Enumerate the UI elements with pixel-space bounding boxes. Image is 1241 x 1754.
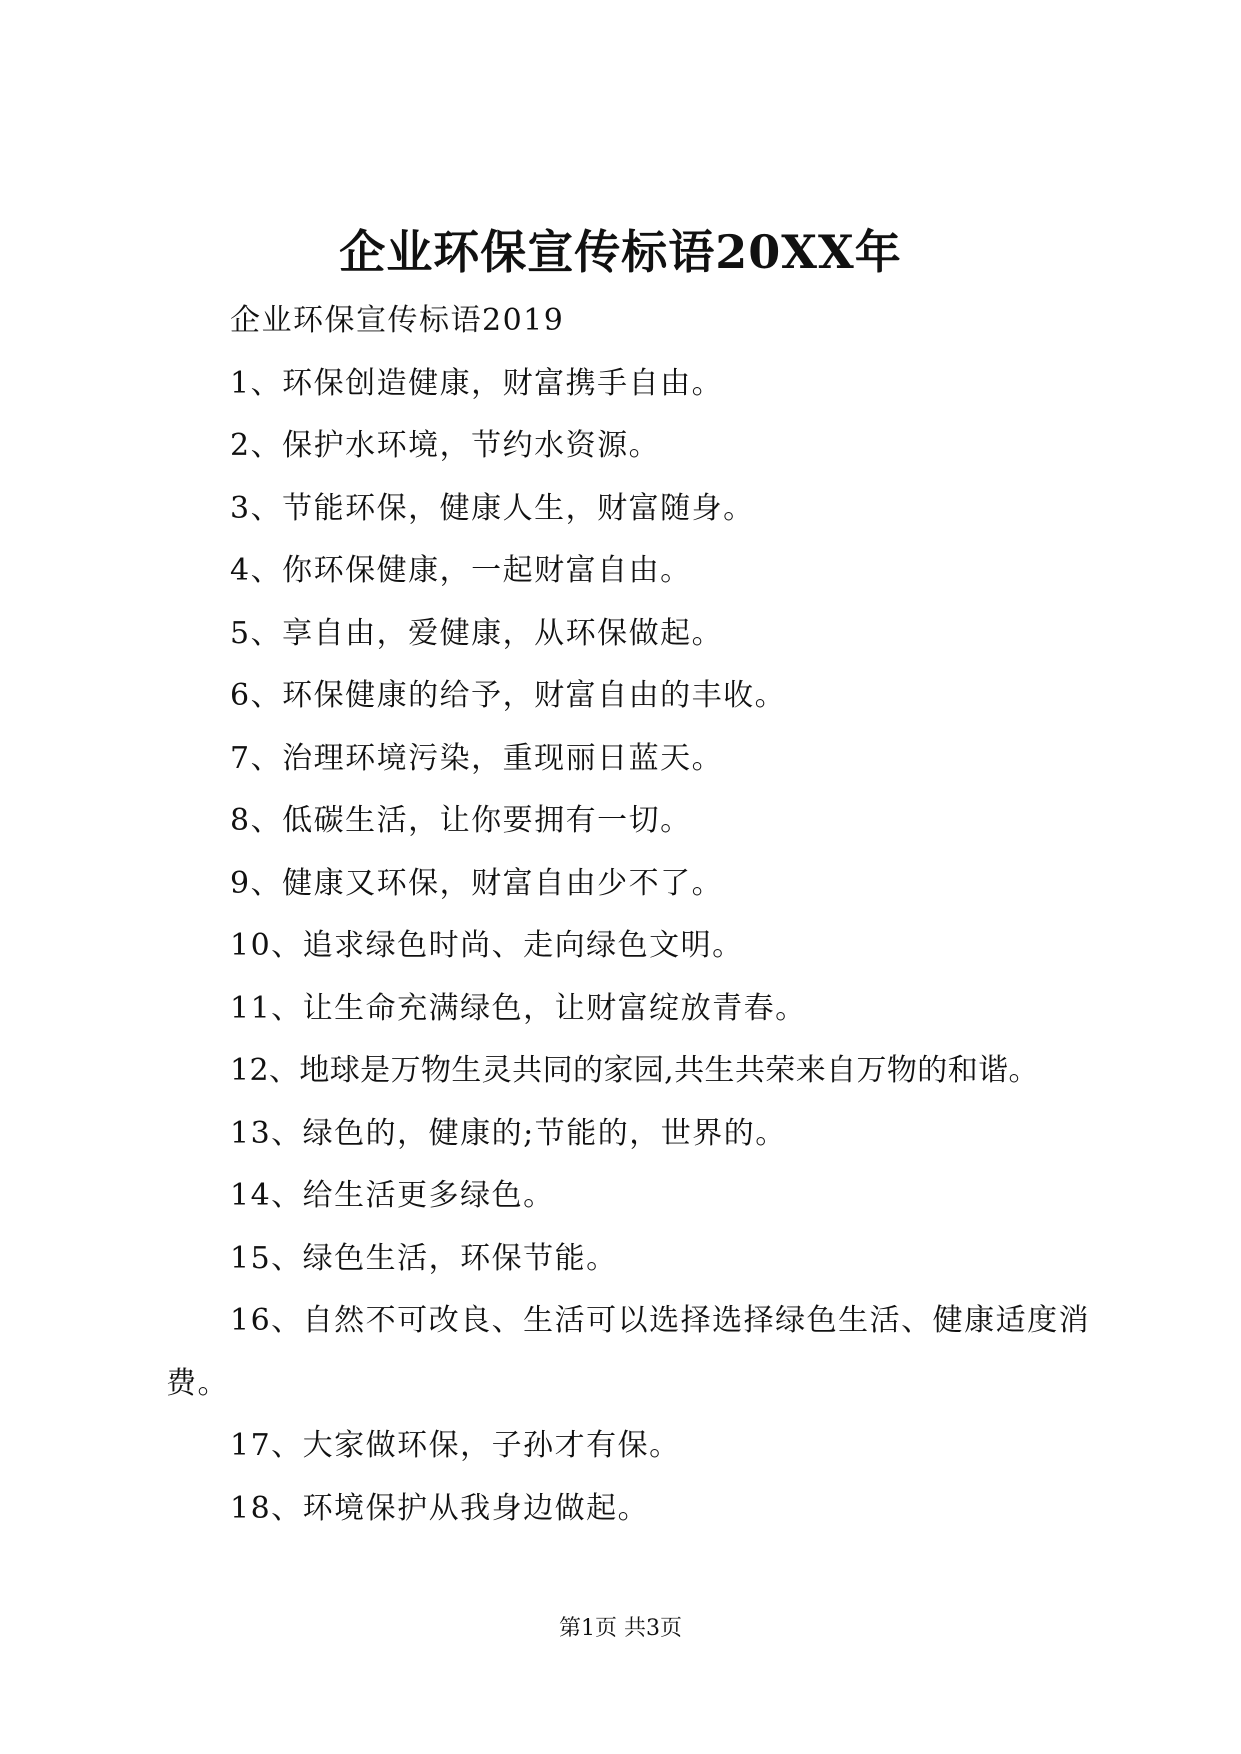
slogan-item-3: 3、节能环保，健康人生，财富随身。 bbox=[230, 490, 755, 526]
slogan-item-17: 17、大家做环保，子孙才有保。 bbox=[230, 1428, 681, 1463]
slogan-item-18: 18、环境保护从我身边做起。 bbox=[230, 1490, 650, 1526]
document-subtitle: 企业环保宣传标语2019 bbox=[230, 303, 565, 338]
slogan-item-15: 15、绿色生活，环保节能。 bbox=[230, 1240, 618, 1276]
document-body bbox=[166, 290, 1096, 1540]
slogan-item-6: 6、环保健康的给予，财富自由的丰收。 bbox=[230, 678, 787, 713]
slogan-item-16: 16、自然不可改良、生活可以选择选择绿色生活、健康适度消费。 bbox=[166, 1303, 1091, 1401]
document-title: 企业环保宣传标语20XX年 bbox=[339, 225, 902, 279]
slogan-item-13: 13、绿色的，健康的;节能的，世界的。 bbox=[230, 1115, 787, 1151]
slogan-item-9: 9、健康又环保，财富自由少不了。 bbox=[230, 865, 724, 901]
slogan-item-12: 12、地球是万物生灵共同的家园,共生共荣来自万物的和谐。 bbox=[230, 1053, 1039, 1088]
slogan-item-10: 10、追求绿色时尚、走向绿色文明。 bbox=[230, 928, 744, 963]
slogan-item-2: 2、保护水环境，节约水资源。 bbox=[230, 428, 661, 463]
slogan-item-4: 4、你环保健康，一起财富自由。 bbox=[230, 553, 692, 588]
slogan-item-7: 7、治理环境污染，重现丽日蓝天。 bbox=[230, 740, 724, 776]
page-footer: 第1页 共3页 bbox=[559, 1616, 682, 1641]
slogan-item-1: 1、环保创造健康，财富携手自由。 bbox=[230, 365, 724, 401]
slogan-item-11: 11、让生命充满绿色，让财富绽放青春。 bbox=[230, 990, 807, 1026]
slogan-item-14: 14、给生活更多绿色。 bbox=[230, 1178, 555, 1213]
slogan-item-8: 8、低碳生活，让你要拥有一切。 bbox=[230, 803, 692, 838]
slogan-item-5: 5、享自由，爱健康，从环保做起。 bbox=[230, 615, 724, 651]
